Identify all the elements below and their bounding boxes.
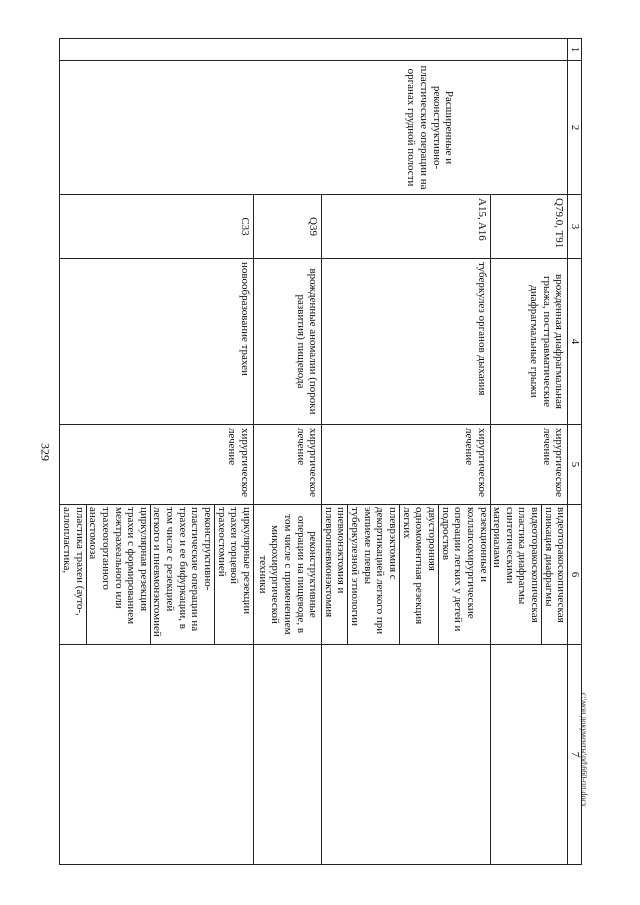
notes-cell — [60, 645, 254, 865]
page-number: 329 — [38, 443, 53, 461]
diagnosis-cell: врожденные аномалии (пороки развития) пищевода — [253, 259, 321, 425]
header-col-3: 3 — [568, 195, 582, 259]
header-col-6: 6 — [568, 505, 582, 645]
notes-cell — [253, 645, 321, 865]
medical-care-table — [59, 38, 582, 865]
rotated-table-page — [61, 38, 582, 864]
header-col-4: 4 — [568, 259, 582, 425]
header-col-7: 7 — [568, 645, 582, 865]
code-cell: C33 — [60, 195, 254, 259]
notes-cell — [322, 645, 490, 865]
header-col-5: 5 — [568, 425, 582, 505]
header-col-1: 1 — [568, 39, 582, 61]
notes-cell — [490, 645, 568, 865]
methods-list — [491, 505, 568, 644]
section-name-cell — [60, 61, 568, 195]
footer-file-path: c:\мои документы\pd\660-пп.docx — [579, 692, 589, 808]
method-item: циркулярная резекция трахеи с формированием межтрахеального или трахеогортанного анастомоза — [86, 505, 150, 644]
section-name: Расширенные и реконструктивно-пластические операции на органах грудной полости — [405, 65, 456, 190]
code-cell: Q79.0, T91 — [490, 195, 568, 259]
row-number-cell — [60, 39, 568, 61]
treatment-cell: хирургическое лечение — [253, 425, 321, 505]
method-item: пневмонэктомия и плевропневмонэктомия — [322, 505, 348, 644]
treatment-cell: хирургическое лечение — [490, 425, 568, 505]
method-item: видеоторакоскопическая пликация диафрагмы — [542, 507, 568, 623]
methods-cell — [60, 505, 254, 645]
treatment-cell: хирургическое лечение — [60, 425, 254, 505]
methods-list — [60, 505, 253, 644]
method-item: циркулярные резекции трахеи торцевой трахеостомией — [215, 507, 253, 615]
methods-list — [322, 505, 489, 644]
table-row — [490, 39, 568, 865]
diagnosis-cell: новообразование трахеи — [60, 259, 254, 425]
treatment-cell: хирургическое лечение — [322, 425, 490, 505]
methods-cell: реконструктивные операции на пищеводе, в том числе с применением микрохирургической техники — [253, 505, 321, 645]
method-item: плеврэктомия с декортикацией легкого при эмпиеме плевры туберкулезной этиологии — [348, 505, 400, 644]
method-item: двусторонняя одномоментная резекция легких — [400, 505, 439, 644]
header-row — [568, 39, 582, 865]
method-item: видеоторакоскопическая пластика диафрагмы синтетическими материалами — [491, 505, 542, 644]
diagnosis-cell: врожденная диафрагмальная грыжа, посттравматические диафрагмальные грыжи — [490, 259, 568, 425]
methods-cell — [322, 505, 490, 645]
header-col-2: 2 — [568, 61, 582, 195]
code-cell: Q39 — [253, 195, 321, 259]
code-cell: A15, A16 — [322, 195, 490, 259]
methods-cell — [490, 505, 568, 645]
method-item: пластика трахеи (ауто-, аллопластика, — [60, 505, 86, 644]
diagnosis-cell: туберкулез органов дыхания — [322, 259, 490, 425]
method-item: реконструктивно-пластические операции на трахее и ее бифуркации, в том числе с резекцией легкого и пневмонэктомией — [150, 505, 214, 644]
method-item: резекционные и коллапсохирургические операции легких у детей и подростков — [439, 507, 490, 632]
